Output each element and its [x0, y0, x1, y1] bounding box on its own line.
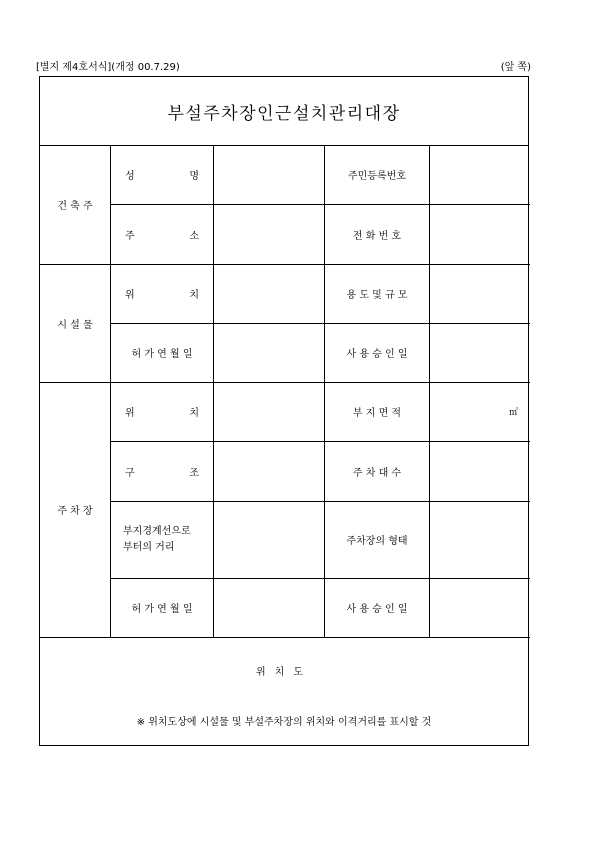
- label-parking-spaces: 주 차 대 수: [352, 467, 402, 479]
- section-label-facility: 시 설 물: [57, 319, 93, 331]
- section-label-parking: 주 차 장: [57, 506, 93, 517]
- label-parking-location: 위 치: [125, 408, 199, 419]
- site-area-unit: ㎡: [508, 408, 518, 418]
- title-row: [40, 77, 528, 146]
- label-address: 주 소: [125, 230, 199, 242]
- label-use-scale: 용 도 및 규 모: [346, 290, 408, 301]
- label-phone: 전 화 번 호: [352, 230, 402, 242]
- label-facility-location: 위 치: [125, 290, 199, 301]
- form-number-label: [별지 제4호서식](개정 00.7.29): [36, 62, 180, 73]
- label-boundary-distance: 부지경계선으로 부터의 거리: [123, 525, 191, 553]
- label-structure: 구 조: [125, 467, 199, 479]
- label-parking-approval-date: 사 용 승 인 일: [346, 604, 408, 615]
- location-map-title: 위치도: [256, 667, 312, 678]
- label-resident-number: 주민등록번호: [348, 171, 406, 182]
- location-map-note: ※ 위치도상에 시설물 및 부설주차장의 위치와 이격거리를 표시할 것: [136, 717, 432, 728]
- section-label-builder: 건 축 주: [57, 201, 93, 212]
- label-parking-permit-date: 허 가 연 월 일: [131, 604, 193, 615]
- label-parking-type: 주차장의 형태: [346, 536, 408, 547]
- form-title: 부설주차장인근설치관리대장: [167, 103, 401, 124]
- label-site-area: 부 지 면 적: [352, 408, 402, 419]
- label-name: 성 명: [125, 171, 199, 182]
- label-facility-permit-date: 허 가 연 월 일: [131, 349, 193, 360]
- parking-register-form: [39, 76, 529, 746]
- label-facility-approval-date: 사 용 승 인 일: [346, 349, 408, 360]
- col-divider: [213, 145, 214, 637]
- page-side-label: (앞 쪽): [500, 62, 531, 73]
- section-divider: [40, 637, 530, 638]
